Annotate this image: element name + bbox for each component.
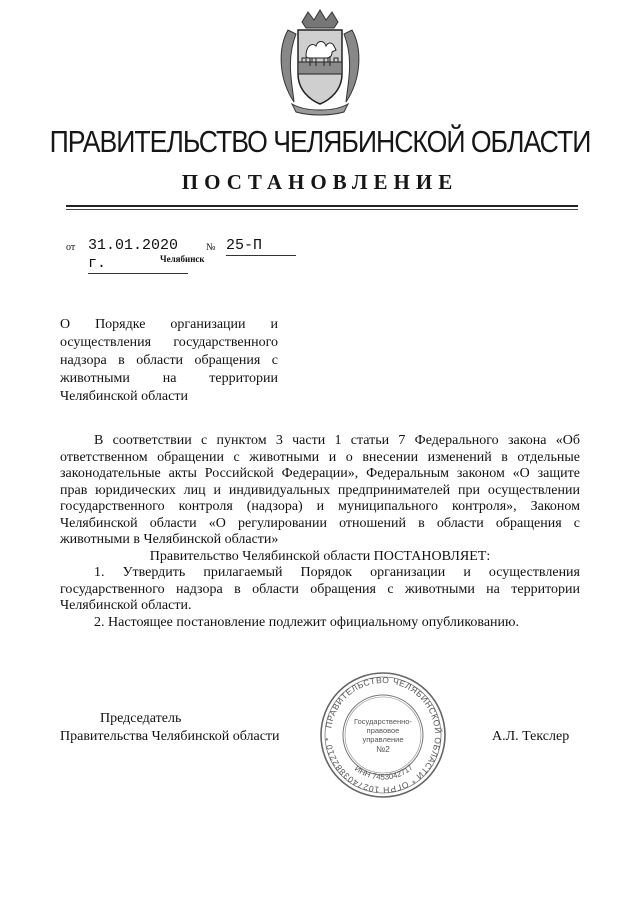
document-subject: О Порядке организации и осуществления государственного надзора в области обращения с животными на территории Челябинской области — [60, 317, 278, 404]
stamp-center-line2: правовое — [366, 726, 400, 735]
number-prefix: № — [206, 242, 216, 253]
signatory-position-line2: Правительства Челябинской области — [60, 729, 280, 744]
government-title: ПРАВИТЕЛЬСТВО ЧЕЛЯБИНСКОЙ ОБЛАСТИ — [49, 124, 591, 159]
header-rule-thin — [66, 209, 578, 210]
stamp-center-line3: управление — [362, 735, 404, 744]
chelyabinsk-coat-of-arms-icon — [272, 8, 368, 118]
stamp-inn: ИНН 7453042717 — [353, 762, 415, 782]
preamble: В соответствии с пунктом 3 части 1 статьи 7 Федерального закона «Об ответственном обращении с животными и о внесении изменений в отдельные законодательные акты Российской Федерации», Федеральным законом «О защите прав юридических лиц и индивидуальных предпринимателей при осуществлении государственного контроля (надзора) и муниципального контроля», Законом Челябинской области «О регулировании отношений в области обращения с животными в Челябинской области» — [60, 433, 580, 547]
city-label: Челябинск — [160, 254, 205, 264]
item-2: 2. Настоящее постановление подлежит официальному опубликованию. — [94, 614, 519, 630]
item-1: 1. Утвердить прилагаемый Порядок организации и осуществления государственного надзора в области обращения с животными на территории Челябинской области. — [60, 565, 580, 613]
resolves-line: Правительство Челябинской области ПОСТАНОВЛЯЕТ: — [149, 548, 491, 564]
document-type: ПОСТАНОВЛЕНИЕ — [181, 170, 459, 194]
official-stamp-icon — [318, 670, 448, 800]
document-number: 25-П — [226, 237, 296, 256]
signatory-name: А.Л. Текслер — [492, 729, 570, 744]
stamp-center-line4: №2 — [376, 744, 390, 754]
document-date: 31.01.2020 г. — [88, 237, 188, 274]
signatory-position-line1: Председатель — [100, 711, 182, 726]
document-body — [60, 433, 580, 631]
stamp-outer-text: ПРАВИТЕЛЬСТВО ЧЕЛЯБИНСКОЙ ОБЛАСТИ * ОГРН 1027403882210 * — [323, 674, 444, 796]
date-prefix: от — [66, 242, 76, 253]
stamp-center-line1: Государственно- — [354, 717, 412, 726]
header-rule — [66, 205, 578, 207]
